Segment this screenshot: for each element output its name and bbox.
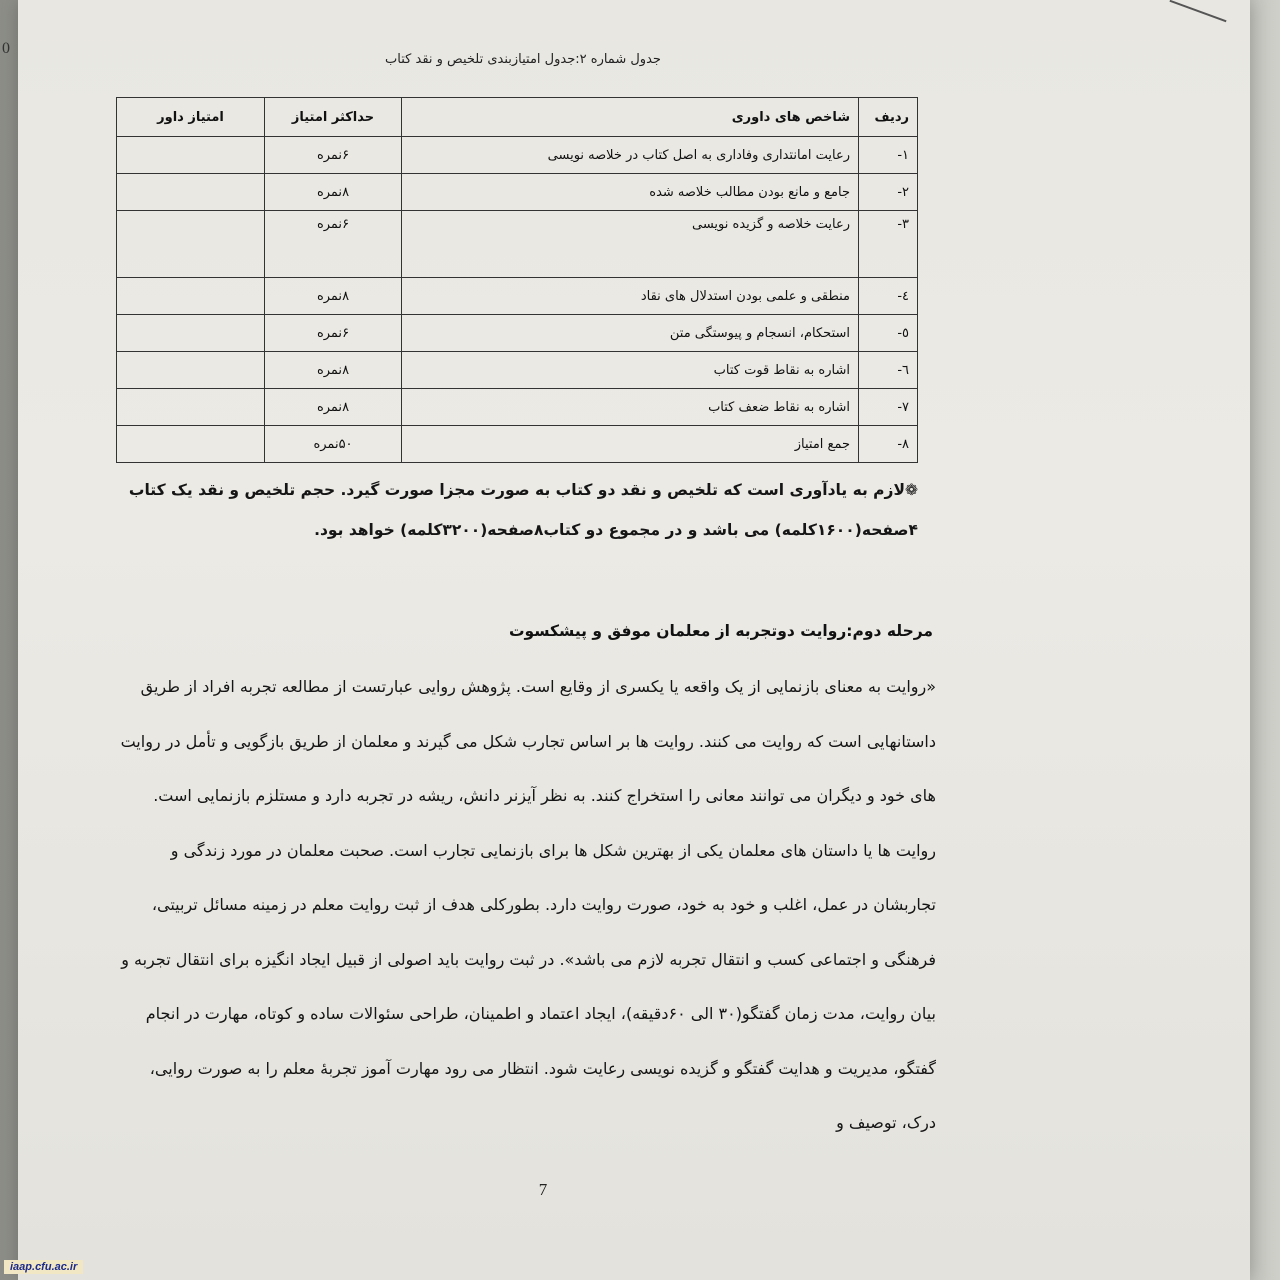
row-number: ۱- (859, 137, 918, 174)
row-number: ٥- (859, 315, 918, 352)
table-row (117, 211, 918, 278)
max-score-cell: ۵۰نمره (265, 426, 402, 463)
table-row-total (117, 426, 918, 463)
judge-score-cell (117, 278, 265, 315)
criterion-cell: رعایت امانتداری وفاداری به اصل کتاب در خلاصه نویسی (402, 137, 859, 174)
header-judge-score: امتیاز داور (117, 98, 265, 137)
table-header-row (117, 98, 918, 137)
judge-score-cell (117, 315, 265, 352)
header-criteria: شاخص های داوری (402, 98, 859, 137)
row-number: ۸- (859, 426, 918, 463)
page-number: 7 (538, 1180, 548, 1199)
site-watermark: iaap.cfu.ac.ir (4, 1260, 83, 1274)
row-number: ۳- (859, 211, 918, 278)
table-row (117, 352, 918, 389)
header-max-score: حداکثر امتیاز (265, 98, 402, 137)
judge-score-cell (117, 137, 265, 174)
header-row-number: ردیف (859, 98, 918, 137)
row-number: ٤- (859, 278, 918, 315)
body-paragraph: «روایت به معنای بازنمایی از یک واقعه یا یکسری از وقایع است. پژوهش روایی عبارتست از مطالعه تجربه افراد از طریق داستانهایی است که روایت می کنند. روایت ها بر اساس تجارب شکل می گیرند و معلمان از طریق بازگویی و تأمل در روایت های خود و دیگران می توانند معانی را استخراج کنند. به نظر آیزنر دانش، ریشه در تجربه دارد و مستلزم بازنمایی است. روایت ها یا داستان های معلمان یکی از بهترین شکل ها برای بازنمایی تجارب است. صحبت معلمان در مورد زندگی و تجاربشان در عمل، اغلب و خود به خود، صورت روایت دارد. بطورکلی هدف از ثبت روایت معلم در زمینه مسائل تربیتی، فرهنگی و اجتماعی کسب و انتقال تجربه لازم می باشد». در ثبت روایت باید اصولی از قبیل ایجاد انگیزه برای انتقال تجربه و بیان روایت، مدت زمان گفتگو(۳۰ الی ۶۰دقیقه)، ایجاد اعتماد و اطمینان، طراحی سئوالات ساده و کوتاه، مهارت در انجام گفتگو، مدیریت و هدایت گفتگو و گزیده نویسی رعایت شود. انتظار می رود مهارت آموز تجربۀ معلم را به صورت روایی، درک، توصیف و (120, 677, 936, 1132)
max-score-cell: ۶نمره (265, 137, 402, 174)
corner-mark: 0 (2, 40, 10, 57)
max-score-cell: ۶نمره (265, 211, 402, 278)
judge-score-cell (117, 426, 265, 463)
max-score-cell: ۸نمره (265, 352, 402, 389)
reminder-note: ❁لازم به یادآوری است که تلخیص و نقد دو کتاب به صورت مجزا صورت گیرد. حجم تلخیص و نقد یک کتاب ۴صفحه(۱۶۰۰کلمه) می باشد و در مجموع دو کتاب۸صفحه(۳۲۰۰کلمه) خواهد بود. (128, 481, 918, 539)
pen-mark (1169, 0, 1226, 22)
document-page (18, 0, 1250, 1280)
criterion-cell: منطقی و علمی بودن استدلال های نقاد (402, 278, 859, 315)
row-number: ٦- (859, 352, 918, 389)
row-number: ۷- (859, 389, 918, 426)
table-caption: جدول شماره ۲:جدول امتیازبندی تلخیص و نقد کتاب (385, 52, 661, 67)
max-score-cell: ۸نمره (265, 278, 402, 315)
criterion-cell: جمع امتیاز (402, 426, 859, 463)
judge-score-cell (117, 174, 265, 211)
table-row (117, 278, 918, 315)
criterion-cell: جامع و مانع بودن مطالب خلاصه شده (402, 174, 859, 211)
row-number: ۲- (859, 174, 918, 211)
table-row (117, 315, 918, 352)
judge-score-cell (117, 352, 265, 389)
max-score-cell: ۶نمره (265, 315, 402, 352)
criterion-cell: استحکام، انسجام و پیوستگی متن (402, 315, 859, 352)
max-score-cell: ۸نمره (265, 174, 402, 211)
table-row (117, 174, 918, 211)
criterion-cell: اشاره به نقاط ضعف کتاب (402, 389, 859, 426)
criterion-cell: رعایت خلاصه و گزیده نویسی (402, 211, 859, 278)
judge-score-cell (117, 389, 265, 426)
section-heading: مرحله دوم:روایت دوتجربه از معلمان موفق و پیشکسوت (508, 622, 933, 640)
table-row (117, 137, 918, 174)
table-row (117, 389, 918, 426)
max-score-cell: ۸نمره (265, 389, 402, 426)
judge-score-cell (117, 211, 265, 278)
scoring-table (116, 97, 918, 463)
criterion-cell: اشاره به نقاط قوت کتاب (402, 352, 859, 389)
